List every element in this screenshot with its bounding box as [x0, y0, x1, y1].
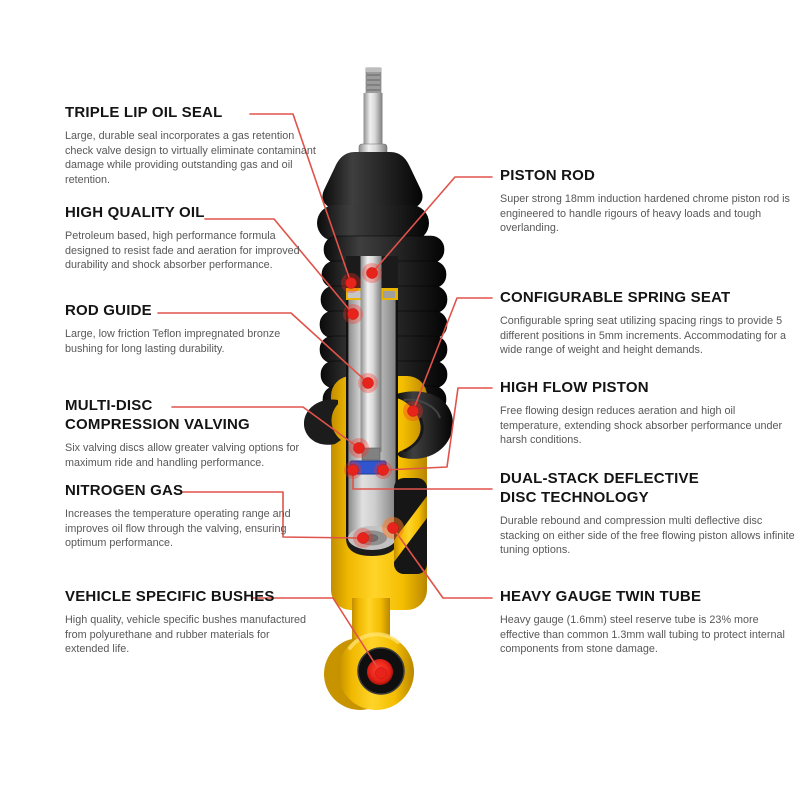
marker-nitrogen-gas	[353, 528, 373, 548]
callout-description: Large, durable seal incorporates a gas retention check valve design to virtually eliminate contaminant damage while providing outstanding gas and oil retention.	[65, 130, 316, 186]
callout-heavy-gauge-twin-tube	[500, 587, 796, 657]
callout-title: DUAL-STACK DEFLECTIVE DISC TECHNOLOGY	[500, 470, 699, 506]
callout-title: PISTON ROD	[500, 167, 596, 184]
callout-title: MULTI-DISC COMPRESSION VALVING	[65, 397, 250, 433]
callout-description: Six valving discs allow greater valving options for maximum ride and handling performance.	[65, 442, 300, 469]
callout-dual-stack-deflective-disc	[500, 469, 796, 558]
callout-nitrogen-gas	[65, 481, 317, 551]
callout-description: Petroleum based, high performance formula designed to resist fade and aeration for improved durability and shock absorber performance.	[65, 230, 300, 272]
callout-title: CONFIGURABLE SPRING SEAT	[500, 289, 731, 306]
callout-description: Durable rebound and compression multi deflective disc stacking on either side of the free flowing piston allows infinite tuning options.	[500, 515, 795, 557]
callout-vehicle-specific-bushes	[65, 587, 317, 657]
callout-multi-disc-compression-valving	[65, 396, 317, 470]
callout-description: Increases the temperature operating range and improves oil flow through the valving, ensuring optimum performance.	[65, 508, 291, 550]
callout-description: High quality, vehicle specific bushes manufactured from polyurethane and rubber materials for extended life.	[65, 614, 307, 656]
marker-multi-disc-valving	[349, 438, 369, 458]
callout-description: Heavy gauge (1.6mm) steel reserve tube is 23% more effective than common 1.3mm wall tubing to protect internal components from stone damage.	[500, 614, 785, 656]
callout-title: HIGH FLOW PISTON	[500, 379, 649, 396]
marker-rod-guide	[358, 373, 378, 393]
marker-spring-seat	[403, 401, 423, 421]
callout-title: VEHICLE SPECIFIC BUSHES	[65, 588, 275, 605]
marker-piston-rod	[362, 263, 382, 283]
marker-heavy-gauge-tube	[382, 517, 404, 539]
callout-title: HIGH QUALITY OIL	[65, 204, 205, 221]
callout-high-quality-oil	[65, 203, 317, 273]
callout-description: Large, low friction Teflon impregnated bronze bushing for long lasting durability.	[65, 328, 281, 355]
top-cap-cone	[322, 152, 422, 209]
callout-triple-lip-oil-seal	[65, 103, 317, 187]
callout-high-flow-piston	[500, 378, 796, 448]
marker-high-flow-piston	[374, 461, 392, 479]
shock-absorber-illustration	[304, 68, 453, 710]
callout-rod-guide	[65, 301, 317, 356]
callout-description: Free flowing design reduces aeration and high oil temperature, extending shock absorber performance under harsh conditions.	[500, 405, 783, 447]
callout-title: HEAVY GAUGE TWIN TUBE	[500, 588, 702, 605]
callout-configurable-spring-seat	[500, 288, 796, 358]
marker-high-quality-oil	[343, 304, 363, 324]
marker-triple-lip-oil-seal	[341, 273, 361, 293]
callout-title: NITROGEN GAS	[65, 482, 184, 499]
callout-description: Configurable spring seat utilizing spacing rings to provide 5 different positions in 5mm increments. Accommodating for a wide range of weight and height demands.	[500, 315, 787, 357]
piston-rod-lower	[361, 256, 382, 452]
marker-dual-stack-disc	[344, 461, 362, 479]
marker-vehicle-bushes	[371, 663, 391, 683]
callout-title: TRIPLE LIP OIL SEAL	[65, 104, 223, 121]
piston-rod-shape	[359, 68, 387, 158]
boot-top-bulge	[317, 205, 429, 241]
callout-title: ROD GUIDE	[65, 302, 152, 319]
callout-piston-rod	[500, 166, 796, 236]
callout-description: Super strong 18mm induction hardened chrome piston rod is engineered to handle rigours of heavy loads and tough overlanding.	[500, 193, 790, 235]
